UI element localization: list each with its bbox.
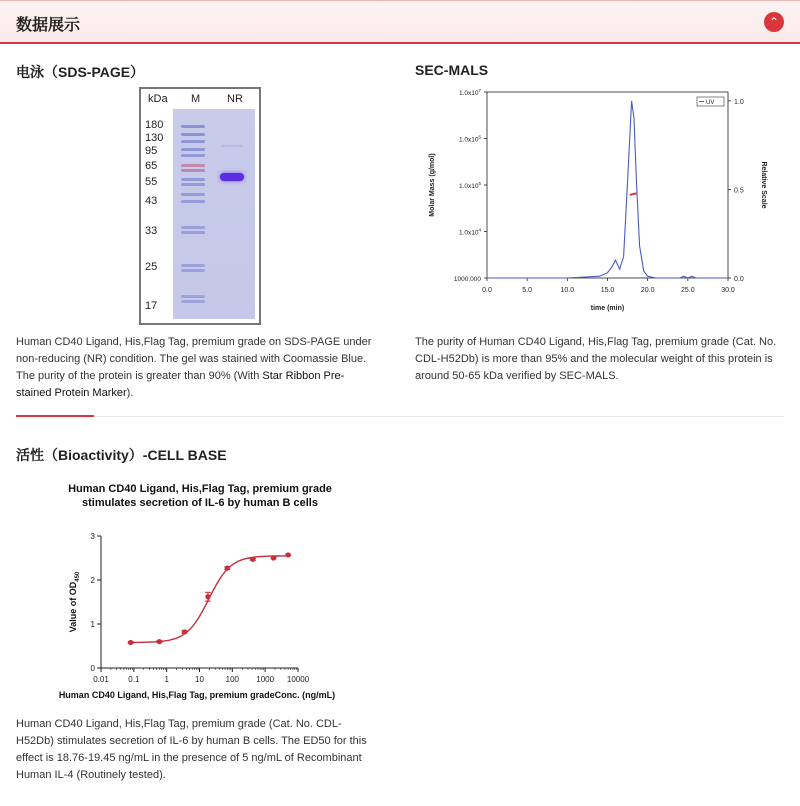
y-tick-label: $1.0x10^4$ [458, 227, 481, 237]
marker-band [181, 133, 205, 136]
y2-tick-label: 1.0 [734, 98, 744, 106]
uv-series-line [487, 101, 728, 278]
desc-line: effect is 18.76-19.45 ng/mL in the presence of 5 ng/mL of Recombinant [16, 752, 362, 764]
desc-line: Human CD40 Ligand, His,Flag Tag, premium grade on SDS-PAGE under [16, 336, 372, 348]
marker-band [181, 193, 205, 196]
sds-page-description [16, 334, 386, 402]
chart-title: stimulates secretion of IL-6 by human B cells [82, 497, 318, 509]
marker-band [181, 200, 205, 203]
protein-marker-link[interactable]: stained Protein Marker [16, 387, 127, 399]
x-tick-label: 20.0 [640, 287, 655, 294]
gel-lanes [173, 109, 255, 319]
x-tick-label: 0.0 [482, 287, 492, 294]
x-tick-label: 0.1 [128, 675, 140, 684]
marker-label: 65 [145, 160, 158, 172]
y-tick-label: 2 [90, 576, 95, 585]
marker-band [181, 154, 205, 157]
marker-band [181, 226, 205, 229]
section-header [0, 0, 800, 44]
x-tick-label: 1000 [256, 675, 275, 684]
desc-line: Human CD40 Ligand, His,Flag Tag, premium grade (Cat. No. CDL- [16, 718, 342, 730]
y-axis-label: Molar Mass (g/mol) [429, 153, 436, 217]
y2-tick-label: 0.0 [734, 276, 744, 283]
x-tick-label: 10.0 [560, 287, 575, 294]
marker-band [181, 264, 205, 267]
section-divider [16, 416, 784, 417]
marker-band [181, 300, 205, 303]
desc-line: CDL-H52Db) is more than 95% and the molecular weight of this protein is [415, 353, 773, 365]
protein-marker-link[interactable]: Star Ribbon Pre- [262, 370, 345, 382]
marker-label: 33 [145, 225, 158, 237]
y-tick-label: $1.0x10^6$ [458, 134, 481, 144]
molar-mass-line [630, 193, 636, 195]
y-tick-label: 3 [90, 532, 95, 541]
desc-line: around 50-65 kDa verified by SEC-MALS. [415, 370, 619, 382]
sec-mals-title: SEC-MALS [415, 62, 489, 78]
desc-text: ). [126, 387, 134, 399]
x-axis-label: time (min) [590, 305, 625, 312]
x-tick-label: 0.01 [93, 675, 109, 684]
chevron-up-icon[interactable]: ⌃ [764, 12, 784, 32]
marker-band [181, 125, 205, 128]
gel-col-kda: kDa [148, 93, 168, 105]
desc-text: The purity of the protein is greater than 90% (With [16, 370, 263, 382]
desc-line [16, 385, 386, 402]
x-tick-label: 15.0 [600, 287, 615, 294]
marker-band [181, 269, 205, 272]
section-divider-accent [16, 415, 94, 417]
sds-page-title: 电泳（SDS-PAGE） [16, 64, 145, 80]
sample-faint-band [221, 145, 243, 147]
data-point [250, 557, 255, 562]
legend-label: UV [706, 100, 715, 106]
desc-line: The purity of Human CD40 Ligand, His,Flag Tag, premium grade (Cat. No. [415, 336, 777, 348]
desc-line: Human IL-4 (Routinely tested). [16, 769, 166, 781]
data-point [286, 552, 291, 557]
marker-band [181, 231, 205, 234]
y-tick-label: 1000.000 [453, 276, 481, 283]
marker-label: 43 [145, 195, 158, 207]
chart-title: Human CD40 Ligand, His,Flag Tag, premium grade [68, 483, 332, 495]
sds-gel-image [139, 87, 261, 325]
x-tick-label: 1 [164, 675, 169, 684]
bioactivity-description [16, 716, 386, 784]
marker-label: 17 [145, 300, 158, 312]
desc-line: non-reducing (NR) condition. The gel was stained with Coomassie Blue. [16, 353, 367, 365]
sample-main-band [220, 173, 244, 181]
data-point [182, 629, 187, 634]
y-tick-label: $1.0x10^5$ [458, 181, 481, 190]
marker-label: 55 [145, 176, 158, 188]
marker-band [181, 140, 205, 143]
x-tick-label: 100 [225, 675, 240, 684]
x-axis-label: Human CD40 Ligand, His,Flag Tag, premium gradeConc. (ng/mL) [58, 690, 336, 700]
sec-mals-description [415, 334, 785, 385]
marker-band [181, 183, 205, 186]
gel-col-m: M [191, 93, 201, 105]
data-point [271, 555, 276, 560]
x-tick-label: 5.0 [522, 287, 533, 294]
data-point [225, 566, 230, 571]
fit-curve [131, 556, 289, 643]
marker-label: 130 [145, 132, 164, 144]
marker-label: 95 [145, 145, 158, 157]
sec-mals-chart [422, 86, 778, 326]
x-tick-label: 10000 [286, 675, 310, 684]
y-tick-label: $1.0x10^7$ [458, 88, 481, 97]
x-tick-label: 30.0 [721, 287, 735, 294]
desc-line: H52Db) stimulates secretion of IL-6 by human B cells. The ED50 for this [16, 735, 367, 747]
section-title: 数据展示 [16, 17, 81, 34]
data-point [128, 640, 133, 645]
plot-frame [487, 92, 728, 278]
marker-band [181, 295, 205, 298]
bioactivity-title: 活性（Bioactivity）-CELL BASE [16, 447, 227, 463]
x-tick-label: 10 [195, 675, 204, 684]
y-tick-label: 0 [90, 664, 95, 673]
desc-line [16, 368, 386, 385]
marker-label: 25 [145, 261, 158, 273]
y-tick-label: 1 [90, 620, 95, 629]
x-tick-label: 25.0 [681, 287, 695, 294]
marker-band [181, 178, 205, 181]
marker-band [181, 148, 205, 151]
y-axis-label: Value of $OD_{450}$ [68, 571, 81, 633]
bioactivity-chart [40, 474, 370, 706]
data-point [205, 594, 210, 599]
data-point [157, 639, 162, 644]
marker-label: 180 [145, 119, 164, 131]
y2-tick-label: 0.5 [734, 187, 744, 195]
marker-band [181, 169, 205, 172]
y2-axis-label: Relative Scale [760, 161, 767, 209]
marker-band [181, 164, 205, 167]
gel-col-nr: NR [227, 93, 243, 105]
